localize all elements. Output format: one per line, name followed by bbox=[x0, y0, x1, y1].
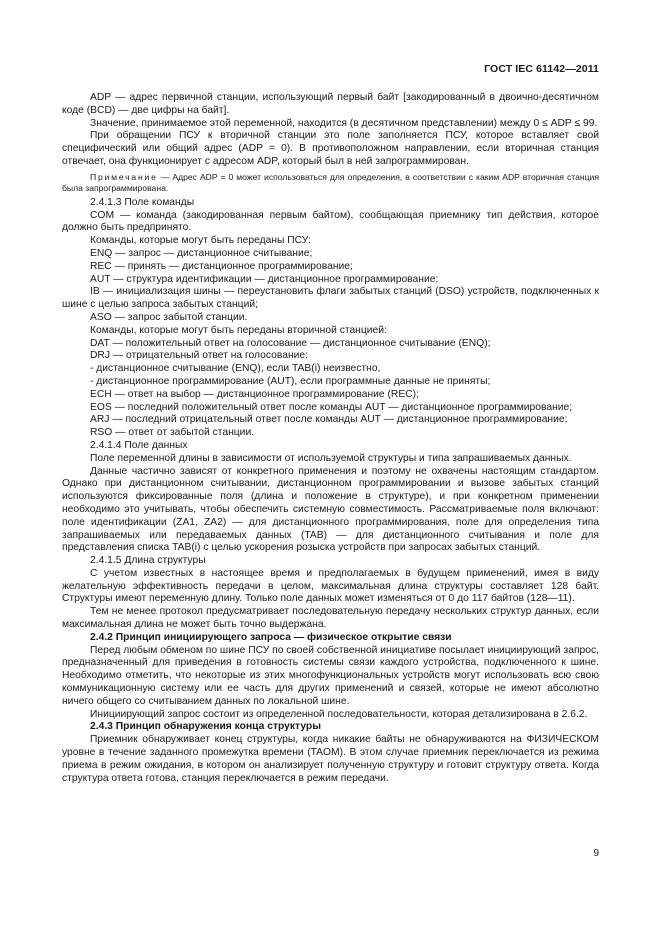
paragraph-adp-range: Значение, принимаемое этой переменной, находится (в десятичном представлении) между 0 ≤ ADP ≤ 99. bbox=[90, 117, 598, 129]
drj-case-enq: - дистанционное считывание (ENQ), если TAB(i) неизвестно, bbox=[90, 363, 381, 375]
section-2414-p2: Данные частично зависят от конкретного применения и поэтому не охвачены настоящим стандартом. Однако при дистанционном считывании, дистанционном программировании и вызове забытых станций используются фиксированные поля (длина и положение в структуре), и при конкретном применении необходимо это учитывать, чтобы обеспечить системную совместимость. Рассматриваемые поля включают: поле идентификации (ZA1, ZA2) — для дистанционного программирования, поле для определения типа запрашиваемых или передаваемых данных (TAB) — для дистанционного считывания и поле для представления списка TAB(i) с целью ускорения розыска устройств при запросах забытых станций. bbox=[62, 465, 599, 554]
section-2414-p1: Поле переменной длины в зависимости от используемой структуры и типа запрашиваемых данных. bbox=[90, 452, 572, 464]
command-dat: DAT — положительный ответ на голосование — дистанционное считывание (ENQ); bbox=[90, 337, 491, 349]
command-aso: ASO — запрос забытой станции. bbox=[90, 311, 248, 323]
command-eos: EOS — последний положительный ответ после команды AUT — дистанционное программирование; bbox=[90, 401, 573, 413]
command-ib: IB — инициализация шины — переустановить флаги забытых станций (DSO) устройств, подключенных к шине с целью запроса забытых станций; bbox=[62, 286, 599, 311]
section-2415-title: 2.4.1.5 Длина структуры bbox=[90, 555, 206, 567]
command-arj: ARJ — последний отрицательный ответ после команды AUT — дистанционное программирование; bbox=[90, 414, 568, 426]
section-242-p2: Инициирующий запрос состоит из определенной последовательности, которая детализирована в 2.6.2. bbox=[90, 708, 588, 720]
document-body bbox=[62, 92, 599, 785]
section-2413-title: 2.4.1.3 Поле команды bbox=[90, 196, 195, 208]
section-2415-p1: С учетом известных в настоящее время и предполагаемых в будущем применений, имея в виду желательную эффективность передачи в целом, максимальная длина структуры составляет 128 байт. Структуры имеют переменную длину. Только поле данных может изменяться от 0 до 117 байтов (128—11). bbox=[62, 567, 599, 605]
note-label: Примечание bbox=[90, 171, 158, 182]
section-242-p1: Перед любым обменом по шине ПСУ по своей собственной инициативе посылает инициирующий запрос, предназначенный для приведения в готовность системы связи каждого устройства, подключенного к шине. Необходимо отметить, что некоторые из этих многофункциональных устройств могут использовать всю свою коммуникационную систему или ее часть для других применений и связей, которые не имеют абсолютно ничего общего со считыванием данных по локальной шине. bbox=[62, 644, 599, 707]
paragraph-adp-usage: При обращении ПСУ к вторичной станции это поле заполняется ПСУ, которое вставляет свой специфический или общий адрес (ADP = 0). В противоположном направлении, если вторичная станция отвечает, она функционирует с адресом ADP, который был в ней запрограммирован. bbox=[62, 130, 599, 167]
document-code: ГОСТ IEC 61142—2011 bbox=[484, 63, 599, 75]
command-rso: RSO — ответ от забытой станции. bbox=[90, 427, 255, 439]
command-aut: AUT — структура идентификации — дистанционное программирование; bbox=[90, 273, 439, 285]
section-2414-title: 2.4.1.4 Поле данных bbox=[90, 439, 188, 451]
note-text: — Адрес ADP = 0 может использоваться для определения, в соответствии с каким ADP вторичная станция была запрограммирована. bbox=[62, 171, 599, 193]
section-243-p1: Приемник обнаруживает конец структуры, когда никакие байты не обнаруживаются на ФИЗИЧЕСКОМ уровне в течение заданного промежутка времени (TAOM). В этом случае приемник переключается из режима приема в режим ожидания, в котором он анализирует полученную структуру и готовит структуру ответа. Когда структура ответа готова, станция переключается в режим передачи. bbox=[62, 734, 599, 784]
paragraph-adp: ADP — адрес первичной станции, использующий первый байт [закодированный в двоично-десятичном коде (BCD) — две цифры на байт]. bbox=[62, 92, 599, 116]
drj-case-aut: - дистанционное программирование (AUT), если программные данные не приняты; bbox=[90, 375, 491, 387]
section-2415-p2: Тем не менее протокол предусматривает последовательную передачу нескольких структур данных, если максимальная длина не может быть точно выдержана. bbox=[62, 606, 599, 631]
section-242-title: 2.4.2 Принцип инициирующего запроса — физическое открытие связи bbox=[90, 631, 452, 643]
command-rec: REC — принять — дистанционное программирование; bbox=[90, 260, 353, 272]
primary-commands-intro: Команды, которые могут быть переданы ПСУ: bbox=[90, 235, 311, 247]
command-drj: DRJ — отрицательный ответ на голосование: bbox=[90, 350, 308, 362]
command-ech: ECH — ответ на выбор — дистанционное программирование (REC); bbox=[90, 388, 419, 400]
command-enq: ENQ — запрос — дистанционное считывание; bbox=[90, 247, 313, 259]
com-definition: COM — команда (закодированная первым байтом), сообщающая приемнику тип действия, которое должно быть предпринято. bbox=[62, 209, 599, 234]
secondary-commands-intro: Команды, которые могут быть переданы вторичной станцией: bbox=[90, 324, 387, 336]
page-number: 9 bbox=[593, 848, 599, 859]
note bbox=[62, 172, 599, 194]
section-243-title: 2.4.3 Принцип обнаружения конца структуры bbox=[90, 721, 322, 733]
